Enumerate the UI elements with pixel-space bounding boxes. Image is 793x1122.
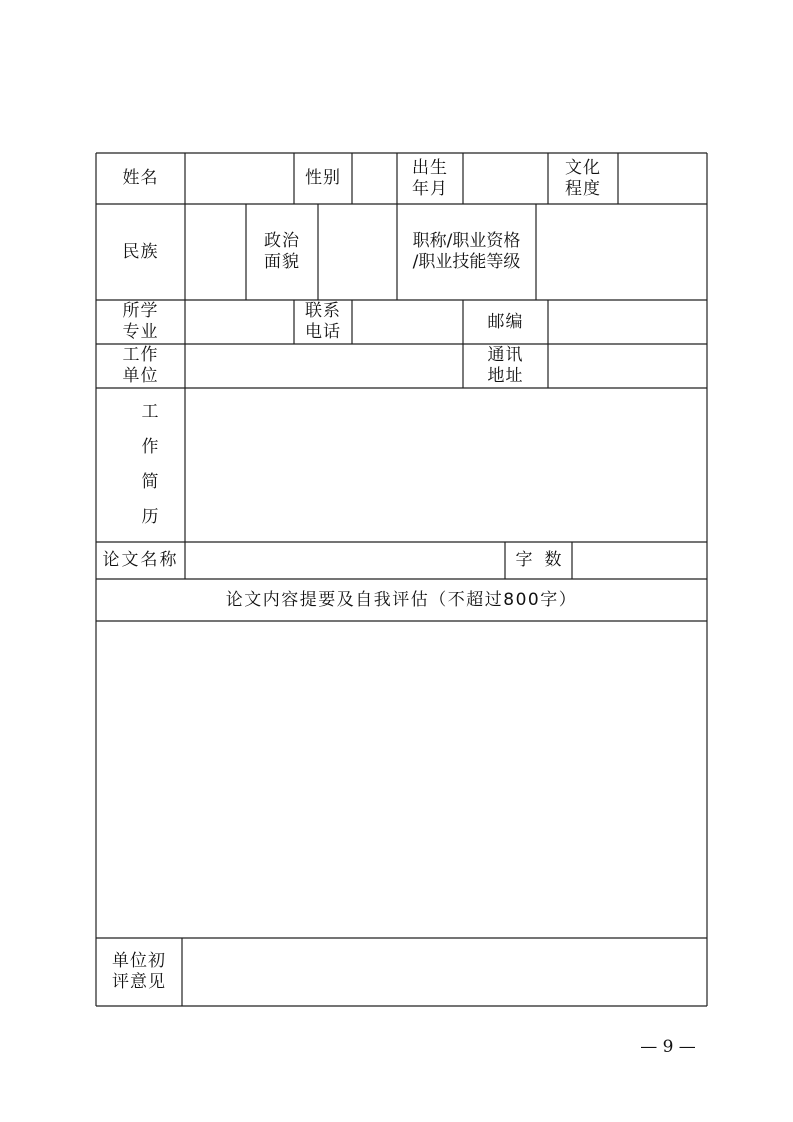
political-status-field[interactable] (318, 204, 397, 300)
unit-review-field[interactable] (182, 938, 707, 1006)
gender-field[interactable] (352, 153, 397, 204)
education-field[interactable] (618, 153, 707, 204)
thesis-title-field[interactable] (185, 542, 505, 579)
employer-field[interactable] (185, 344, 463, 388)
summary-heading: 论文内容提要及自我评估（不超过800字） (225, 589, 578, 610)
professional-title-label: 职称/职业资格 /职业技能等级 (412, 231, 521, 272)
education-label: 文化 程度 (565, 157, 601, 199)
summary-field[interactable] (96, 621, 707, 938)
birth-date-label: 出生 年月 (412, 157, 448, 199)
ethnicity-field[interactable] (185, 204, 246, 300)
unit-review-label: 单位初 评意见 (112, 951, 166, 992)
major-label: 所学 专业 (122, 301, 159, 342)
major-field[interactable] (185, 300, 294, 344)
work-resume-field[interactable] (185, 388, 707, 542)
address-field[interactable] (548, 344, 707, 388)
name-label: 姓名 (122, 168, 159, 188)
political-status-label: 政治 面貌 (264, 231, 300, 272)
ethnicity-label: 民族 (122, 241, 159, 262)
postcode-label: 邮编 (487, 311, 524, 332)
word-count-label: 字数 (515, 550, 574, 570)
word-count-field[interactable] (572, 542, 707, 579)
gender-label: 性别 (305, 168, 341, 188)
page-number: — 9 — (640, 1037, 696, 1057)
professional-title-field[interactable] (536, 204, 707, 300)
postcode-field[interactable] (548, 300, 707, 344)
phone-field[interactable] (352, 300, 463, 344)
employer-label: 工作 单位 (122, 345, 159, 386)
name-field[interactable] (185, 153, 294, 204)
work-resume-label: 工 作 简 历 (141, 402, 159, 527)
thesis-title-label: 论文名称 (102, 550, 179, 570)
address-label: 通讯 地址 (487, 345, 524, 386)
birth-date-field[interactable] (463, 153, 548, 204)
phone-label: 联系 电话 (305, 301, 341, 342)
